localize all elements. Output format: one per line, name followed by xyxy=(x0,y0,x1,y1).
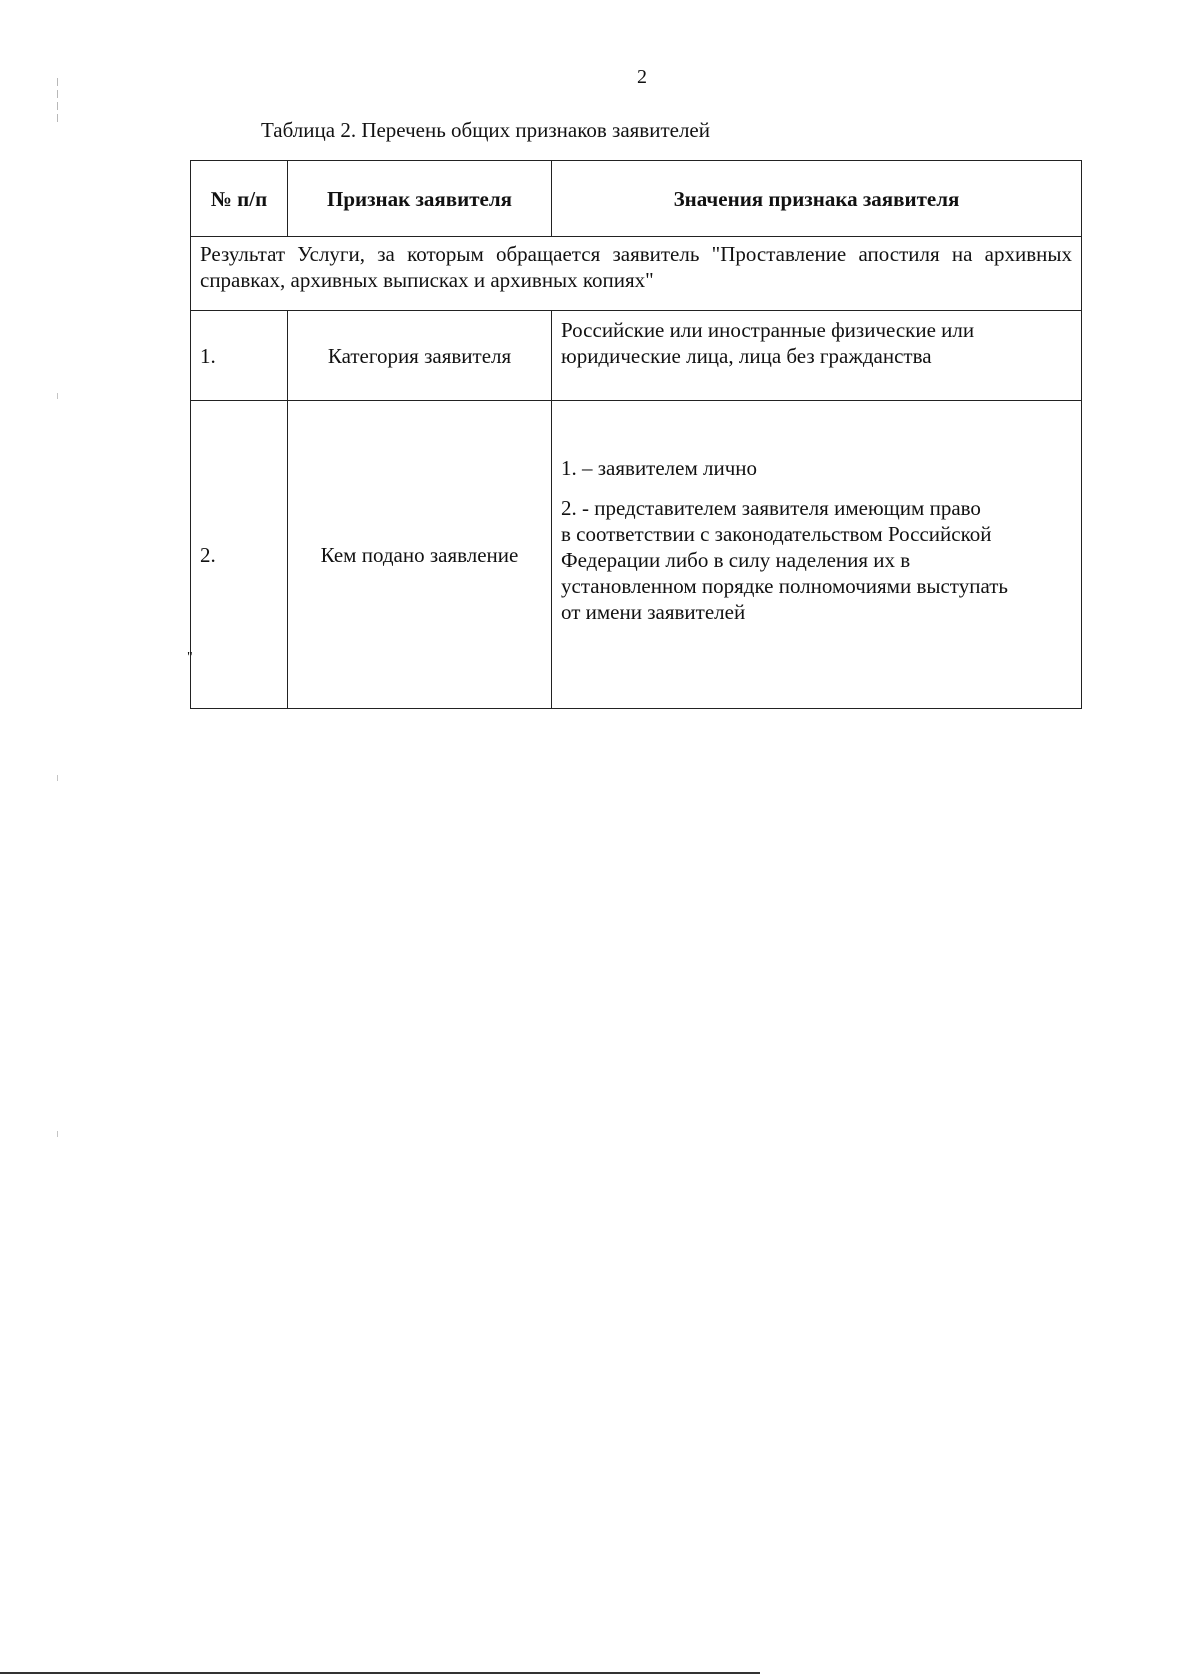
row-value xyxy=(552,311,1082,401)
header-attribute: Признак заявителя xyxy=(288,161,552,237)
page-number: 2 xyxy=(637,66,647,88)
row-number: 2. xyxy=(191,401,288,709)
scan-margin-mark xyxy=(57,393,58,399)
value-line: Российские или иностранные физические или xyxy=(561,318,975,342)
value-line: в соответствии с законодательством Российской xyxy=(561,522,992,546)
table-row xyxy=(191,401,1082,709)
section-title: Результат Услуги, за которым обращается заявитель "Проставление апостиля на архивных справках, архивных выписках и архивных копиях" xyxy=(191,237,1082,311)
row-attribute: Категория заявителя xyxy=(288,311,552,401)
row-value xyxy=(552,401,1082,709)
header-value: Значения признака заявителя xyxy=(552,161,1082,237)
section-title-row xyxy=(191,237,1082,311)
table-caption: Таблица 2. Перечень общих признаков заявителей xyxy=(261,118,710,142)
row-attribute: Кем подано заявление xyxy=(288,401,552,709)
scan-margin-marks xyxy=(57,78,59,126)
scan-margin-mark xyxy=(57,775,58,781)
value-line: 2. - представителем заявителя имеющим право xyxy=(561,496,981,520)
header-number: № п/п xyxy=(191,161,288,237)
value-line: от имени заявителей xyxy=(561,600,746,624)
value-line: Федерации либо в силу наделения их в xyxy=(561,548,911,572)
value-option-1: 1. – заявителем лично xyxy=(561,456,758,480)
scan-margin-mark xyxy=(57,1131,58,1137)
row-number: 1. xyxy=(191,311,288,401)
value-line: юридические лица, лица без гражданства xyxy=(561,344,932,368)
value-spacer xyxy=(561,481,1072,495)
table-header-row xyxy=(191,161,1082,237)
value-line: установленном порядке полномочиями выступать xyxy=(561,574,1008,598)
closing-quote: " xyxy=(187,650,193,665)
table-row xyxy=(191,311,1082,401)
applicant-attributes-table xyxy=(190,160,1082,709)
scan-bottom-edge xyxy=(0,1672,760,1674)
